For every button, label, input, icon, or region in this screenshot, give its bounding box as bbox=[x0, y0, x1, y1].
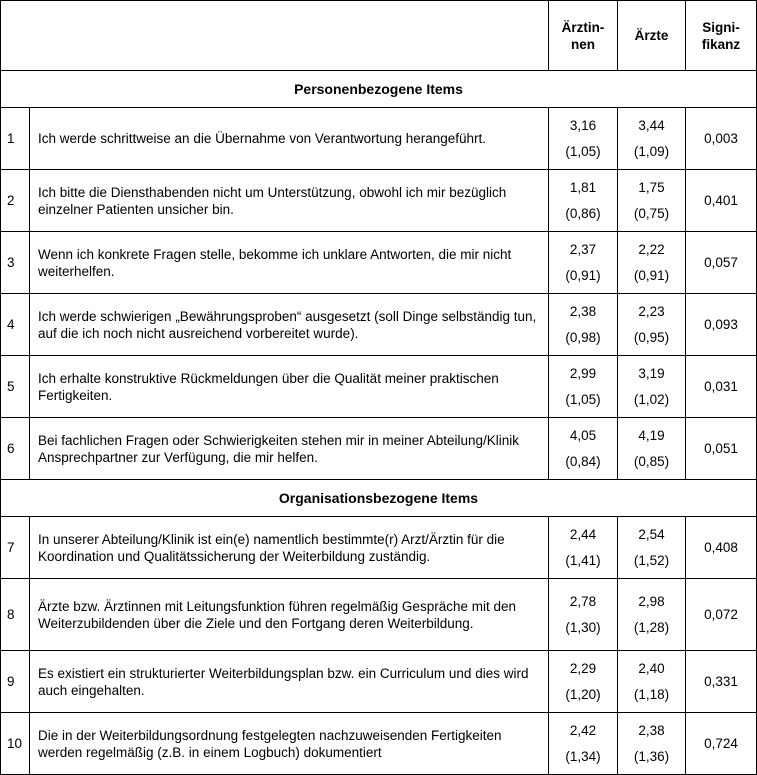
aerzte-value bbox=[618, 108, 686, 170]
sd-value: (1,09) bbox=[633, 143, 670, 159]
sd-value: (0,95) bbox=[633, 329, 670, 345]
significance-value: 0,093 bbox=[686, 294, 757, 356]
aerzte-value bbox=[618, 170, 686, 232]
sd-value: (1,05) bbox=[565, 391, 601, 407]
item-number: 7 bbox=[1, 517, 30, 579]
mean-value: 2,44 bbox=[569, 526, 597, 542]
aerzte-value bbox=[618, 651, 686, 713]
significance-value: 0,408 bbox=[686, 517, 757, 579]
table-row bbox=[1, 579, 757, 651]
significance-value: 0,051 bbox=[686, 418, 757, 480]
mean-value: 3,16 bbox=[569, 117, 597, 133]
mean-value: 2,40 bbox=[638, 660, 665, 676]
mean-value: 2,22 bbox=[638, 241, 665, 257]
item-number: 6 bbox=[1, 418, 30, 480]
aerztinnen-value bbox=[549, 356, 618, 418]
sd-value: (1,20) bbox=[565, 686, 601, 702]
item-number: 8 bbox=[1, 579, 30, 651]
mean-value: 2,98 bbox=[638, 593, 665, 609]
table-header-row bbox=[1, 1, 757, 71]
item-text: Ich werde schrittweise an die Übernahme von Verantwortung herangeführt. bbox=[30, 108, 549, 170]
sd-value: (0,86) bbox=[565, 205, 601, 221]
item-text: In unserer Abteilung/Klinik ist ein(e) namentlich bestimmte(r) Arzt/Ärztin für die Koordination und Qualitätssicherung der Weiterbildung zuständig. bbox=[30, 517, 549, 579]
sd-value: (1,41) bbox=[565, 552, 601, 568]
table-row bbox=[1, 356, 757, 418]
aerzte-value bbox=[618, 579, 686, 651]
item-number: 10 bbox=[1, 713, 30, 775]
aerztinnen-value bbox=[549, 170, 618, 232]
aerzte-value bbox=[618, 517, 686, 579]
significance-value: 0,331 bbox=[686, 651, 757, 713]
significance-value: 0,031 bbox=[686, 356, 757, 418]
aerzte-value bbox=[618, 713, 686, 775]
significance-value: 0,003 bbox=[686, 108, 757, 170]
sd-value: (1,34) bbox=[565, 748, 601, 764]
header-signifikanz: Signi- fikanz bbox=[686, 1, 757, 71]
sd-value: (0,84) bbox=[565, 453, 601, 469]
table-row bbox=[1, 713, 757, 775]
item-text: Wenn ich konkrete Fragen stelle, bekomme ich unklare Antworten, die mir nicht weiterhelfen. bbox=[30, 232, 549, 294]
header-aerztinnen: Ärztin- nen bbox=[549, 1, 618, 71]
table-row bbox=[1, 651, 757, 713]
mean-value: 2,42 bbox=[569, 722, 597, 738]
sd-value: (1,02) bbox=[633, 391, 670, 407]
sd-value: (1,52) bbox=[633, 552, 670, 568]
mean-value: 2,99 bbox=[569, 365, 597, 381]
item-text: Ich bitte die Diensthabenden nicht um Unterstützung, obwohl ich mir bezüglich einzelner Patienten unsicher bin. bbox=[30, 170, 549, 232]
aerztinnen-value bbox=[549, 418, 618, 480]
section-row-personen bbox=[1, 71, 757, 108]
section-row-organisation bbox=[1, 480, 757, 517]
sd-value: (0,91) bbox=[565, 267, 601, 283]
mean-value: 2,78 bbox=[569, 593, 597, 609]
mean-value: 3,19 bbox=[638, 365, 665, 381]
mean-value: 4,05 bbox=[569, 427, 597, 443]
sd-value: (0,91) bbox=[633, 267, 670, 283]
item-text: Ich werde schwierigen „Bewährungsproben“ ausgesetzt (soll Dinge selbständig tun, auf die ich noch nicht ausreichend vorbereitet wurde). bbox=[30, 294, 549, 356]
aerztinnen-value bbox=[549, 108, 618, 170]
mean-value: 2,23 bbox=[638, 303, 665, 319]
item-number: 4 bbox=[1, 294, 30, 356]
significance-value: 0,057 bbox=[686, 232, 757, 294]
mean-value: 2,29 bbox=[569, 660, 597, 676]
mean-value: 4,19 bbox=[638, 427, 665, 443]
aerzte-value bbox=[618, 232, 686, 294]
item-text: Die in der Weiterbildungsordnung festgelegten nachzuweisenden Fertigkeiten werden regelmäßig (z.B. in einem Logbuch) dokumentiert bbox=[30, 713, 549, 775]
significance-value: 0,072 bbox=[686, 579, 757, 651]
aerztinnen-value bbox=[549, 517, 618, 579]
aerzte-value bbox=[618, 356, 686, 418]
item-number: 5 bbox=[1, 356, 30, 418]
aerztinnen-value bbox=[549, 651, 618, 713]
table-row bbox=[1, 232, 757, 294]
item-text: Ich erhalte konstruktive Rückmeldungen über die Qualität meiner praktischen Fertigkeiten. bbox=[30, 356, 549, 418]
aerztinnen-value bbox=[549, 232, 618, 294]
item-text: Es existiert ein strukturierter Weiterbildungsplan bzw. ein Curriculum und dies wird auch eingehalten. bbox=[30, 651, 549, 713]
sd-value: (1,30) bbox=[565, 619, 601, 635]
item-text: Bei fachlichen Fragen oder Schwierigkeiten stehen mir in meiner Abteilung/Klinik Ansprechpartner zur Verfügung, die mir helfen. bbox=[30, 418, 549, 480]
mean-value: 1,81 bbox=[569, 179, 597, 195]
table-row bbox=[1, 170, 757, 232]
significance-value: 0,724 bbox=[686, 713, 757, 775]
table-row bbox=[1, 108, 757, 170]
aerzte-value bbox=[618, 418, 686, 480]
mean-value: 2,37 bbox=[569, 241, 597, 257]
sd-value: (0,85) bbox=[633, 453, 670, 469]
header-empty-cell bbox=[1, 1, 549, 71]
sd-value: (1,18) bbox=[633, 686, 670, 702]
item-text: Ärzte bzw. Ärztinnen mit Leitungsfunktion führen regelmäßig Gespräche mit den Weiterzubildenden über die Ziele und den Fortgang deren Weiterbildung. bbox=[30, 579, 549, 651]
aerztinnen-value bbox=[549, 294, 618, 356]
section-title: Organisationsbezogene Items bbox=[1, 480, 757, 517]
item-number: 2 bbox=[1, 170, 30, 232]
sd-value: (0,98) bbox=[565, 329, 601, 345]
mean-value: 1,75 bbox=[638, 179, 665, 195]
aerzte-value bbox=[618, 294, 686, 356]
sd-value: (0,75) bbox=[633, 205, 670, 221]
mean-value: 2,38 bbox=[569, 303, 597, 319]
item-number: 1 bbox=[1, 108, 30, 170]
sd-value: (1,05) bbox=[565, 143, 601, 159]
significance-value: 0,401 bbox=[686, 170, 757, 232]
table-row bbox=[1, 517, 757, 579]
sd-value: (1,36) bbox=[633, 748, 670, 764]
item-number: 9 bbox=[1, 651, 30, 713]
table-row bbox=[1, 418, 757, 480]
header-aerzte: Ärzte bbox=[618, 1, 686, 71]
aerztinnen-value bbox=[549, 713, 618, 775]
table-row bbox=[1, 294, 757, 356]
mean-value: 3,44 bbox=[638, 117, 665, 133]
item-number: 3 bbox=[1, 232, 30, 294]
mean-value: 2,38 bbox=[638, 722, 665, 738]
sd-value: (1,28) bbox=[633, 619, 670, 635]
mean-value: 2,54 bbox=[638, 526, 665, 542]
section-title: Personenbezogene Items bbox=[1, 71, 757, 108]
aerztinnen-value bbox=[549, 579, 618, 651]
